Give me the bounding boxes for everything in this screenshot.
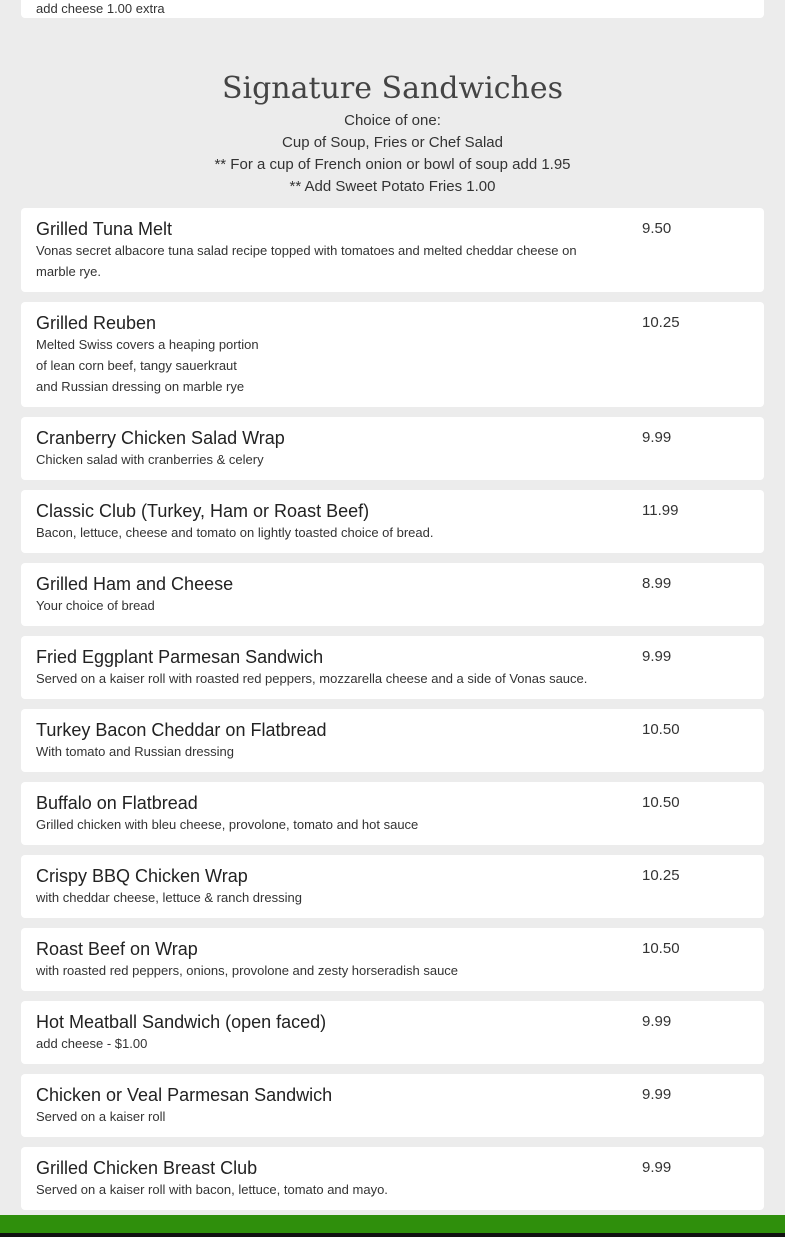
item-name: Hot Meatball Sandwich (open faced) [36,1012,327,1032]
item-name: Chicken or Veal Parmesan Sandwich [36,1085,333,1105]
item-description: Melted Swiss covers a heaping portion of lean corn beef, tangy sauerkraut and Russian dressing on marble rye [36,337,259,394]
item-price: 9.99 [642,648,672,665]
item-name: Grilled Ham and Cheese [36,574,234,594]
item-name: Fried Eggplant Parmesan Sandwich [36,647,324,667]
item-price: 9.99 [642,1013,672,1030]
item-description: with cheddar cheese, lettuce & ranch dressing [36,890,302,905]
previous-menu-item [21,0,764,18]
section-title: Signature Sandwiches [221,71,564,106]
item-name: Cranberry Chicken Salad Wrap [36,428,285,448]
item-price: 9.99 [642,1086,672,1103]
item-description: With tomato and Russian dressing [36,744,234,759]
item-price: 10.50 [642,721,680,738]
item-name: Classic Club (Turkey, Ham or Roast Beef) [36,501,370,521]
section-header [0,70,785,198]
item-price: 10.50 [642,940,680,957]
section-note-fries-upgrade: ** Add Sweet Potato Fries 1.00 [289,178,496,195]
item-price: 8.99 [642,575,672,592]
item-name: Roast Beef on Wrap [36,939,198,959]
footer-edge [0,1233,785,1237]
item-name: Grilled Chicken Breast Club [36,1158,258,1178]
section-note-choice: Choice of one: [344,112,441,129]
item-name: Buffalo on Flatbread [36,793,198,813]
section-note-soup-upgrade: ** For a cup of French onion or bowl of soup add 1.95 [214,156,571,173]
item-name: Turkey Bacon Cheddar on Flatbread [36,720,327,740]
item-price: 9.99 [642,429,672,446]
item-price: 10.25 [642,314,680,331]
previous-item-description: add cheese 1.00 extra [36,1,165,16]
menu-item-list [21,208,764,1220]
item-name: Grilled Tuna Melt [36,219,173,239]
item-description: Chicken salad with cranberries & celery [36,452,264,467]
item-description: Served on a kaiser roll with roasted red peppers, mozzarella cheese and a side of Vonas sauce. [36,671,588,686]
menu-item [21,1147,764,1210]
menu-item [21,1074,764,1137]
item-description: with roasted red peppers, onions, provolone and zesty horseradish sauce [36,963,459,978]
item-description: Vonas secret albacore tuna salad recipe topped with tomatoes and melted cheddar cheese on marble rye. [36,243,577,279]
menu-item [21,782,764,845]
section-note-sides: Cup of Soup, Fries or Chef Salad [282,134,503,151]
item-price: 9.99 [642,1159,672,1176]
menu-item [21,709,764,772]
item-price: 11.99 [642,502,679,519]
item-price: 10.50 [642,794,680,811]
item-description: Bacon, lettuce, cheese and tomato on lightly toasted choice of bread. [36,525,434,540]
menu-item [21,928,764,991]
item-description: Your choice of bread [36,598,155,613]
menu-item [21,417,764,480]
item-description: add cheese - $1.00 [36,1036,148,1051]
menu-item [21,636,764,699]
menu-item [21,1001,764,1064]
item-name: Crispy BBQ Chicken Wrap [36,866,248,886]
menu-item [21,302,764,407]
menu-item [21,855,764,918]
item-description: Served on a kaiser roll with bacon, lettuce, tomato and mayo. [36,1182,388,1197]
item-description: Grilled chicken with bleu cheese, provolone, tomato and hot sauce [36,817,419,832]
menu-item [21,208,764,292]
item-price: 9.50 [642,220,672,237]
item-price: 10.25 [642,867,680,884]
item-name: Grilled Reuben [36,313,157,333]
menu-item [21,563,764,626]
item-description: Served on a kaiser roll [36,1109,166,1124]
menu-item [21,490,764,553]
